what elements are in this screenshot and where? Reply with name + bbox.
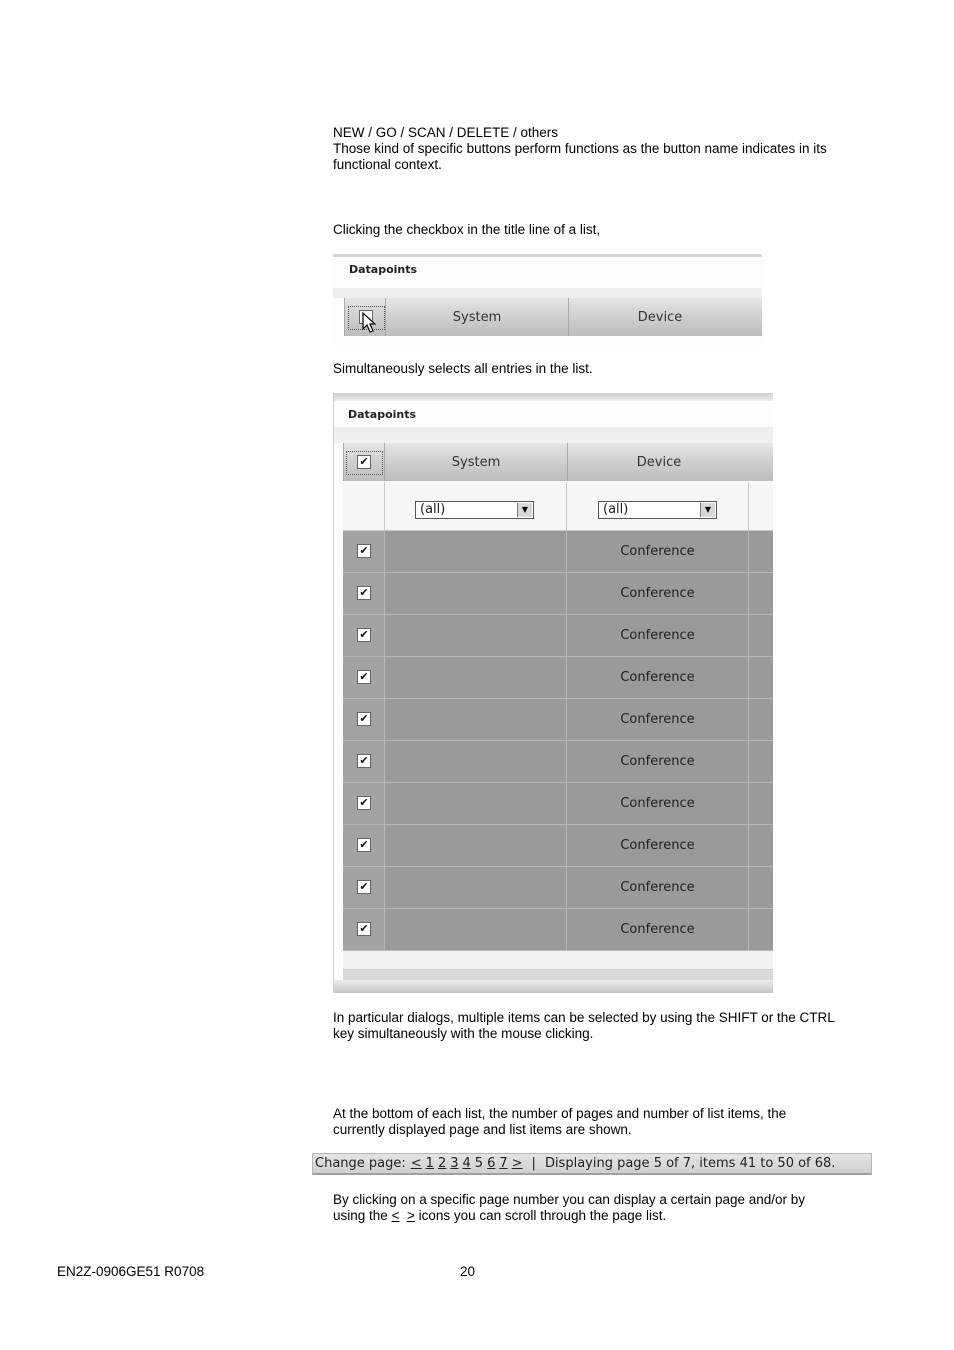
page-link-3[interactable]: 3	[450, 1156, 459, 1171]
table-row[interactable]	[343, 657, 773, 699]
buttons-description-line1: Those kind of specific buttons perform functions as the button name indicates in its	[333, 141, 827, 156]
device-cell: Conference	[620, 922, 695, 937]
paging-help-line2: using the < > icons you can scroll through the page list.	[333, 1208, 667, 1223]
table-row[interactable]	[343, 699, 773, 741]
column-header-system[interactable]: System	[384, 443, 568, 481]
pager-label: Change page:	[315, 1156, 406, 1171]
row-checkbox[interactable]: ✔	[357, 670, 371, 684]
table-row[interactable]	[343, 909, 773, 951]
row-checkbox[interactable]: ✔	[357, 838, 371, 852]
device-cell: Conference	[620, 796, 695, 811]
multi-select-line2: key simultaneously with the mouse clicking.	[333, 1026, 594, 1041]
device-cell: Conference	[620, 880, 695, 895]
page-link-6[interactable]: 6	[487, 1156, 496, 1171]
current-page: 5	[474, 1156, 484, 1171]
page-link-7[interactable]: 7	[499, 1156, 508, 1171]
page-link-2[interactable]: 2	[437, 1156, 447, 1171]
document-id: EN2Z-0906GE51 R0708	[57, 1264, 205, 1279]
select-all-header-cell[interactable]	[344, 298, 386, 336]
device-cell: Conference	[620, 544, 695, 559]
column-header-device[interactable]: Device	[567, 443, 773, 481]
column-header-system[interactable]: System	[385, 298, 569, 336]
buttons-description-line2: functional context.	[333, 157, 442, 172]
device-cell: Conference	[620, 754, 695, 769]
row-checkbox[interactable]: ✔	[357, 796, 371, 810]
device-filter-select[interactable]: (all) ▼	[598, 501, 717, 519]
select-all-header-cell[interactable]	[343, 443, 385, 481]
device-cell: Conference	[620, 838, 695, 853]
row-checkbox[interactable]: ✔	[357, 880, 371, 894]
select-all-checkbox[interactable]: ✔	[357, 455, 371, 469]
next-page-link[interactable]: >	[511, 1156, 523, 1171]
table-row[interactable]	[343, 867, 773, 909]
buttons-heading: NEW / GO / SCAN / DELETE / others	[333, 125, 559, 140]
previous-icon-reference: <	[391, 1208, 400, 1223]
row-checkbox[interactable]: ✔	[357, 712, 371, 726]
paging-intro-line2: currently displayed page and list items are shown.	[333, 1122, 632, 1137]
row-checkbox[interactable]: ✔	[357, 922, 371, 936]
system-filter-select[interactable]: (all) ▼	[415, 501, 534, 519]
next-icon-reference: >	[406, 1208, 415, 1223]
row-checkbox[interactable]: ✔	[357, 544, 371, 558]
previous-page-link[interactable]: <	[410, 1156, 422, 1171]
device-cell: Conference	[620, 712, 695, 727]
checkbox-caption: Clicking the checkbox in the title line of a list,	[333, 222, 601, 237]
pager-status: Displaying page 5 of 7, items 41 to 50 of 68.	[544, 1156, 836, 1171]
page-link-4[interactable]: 4	[462, 1156, 471, 1171]
datapoints-header-screenshot	[333, 254, 762, 346]
table-row[interactable]	[343, 615, 773, 657]
multi-select-line1: In particular dialogs, multiple items can be selected by using the SHIFT or the CTRL	[333, 1010, 835, 1025]
table-row[interactable]	[343, 783, 773, 825]
datapoints-list-screenshot	[333, 393, 773, 993]
pager-bar	[312, 1153, 872, 1175]
dropdown-arrow-icon: ▼	[517, 503, 532, 517]
device-cell: Conference	[620, 628, 695, 643]
dropdown-arrow-icon: ▼	[700, 503, 715, 517]
row-checkbox[interactable]: ✔	[357, 754, 371, 768]
device-cell: Conference	[620, 586, 695, 601]
page-link-1[interactable]: 1	[425, 1156, 434, 1171]
table-row[interactable]	[343, 741, 773, 783]
paging-help-line1: By clicking on a specific page number you can display a certain page and/or by	[333, 1192, 806, 1207]
column-header-device[interactable]: Device	[568, 298, 762, 336]
row-checkbox[interactable]: ✔	[357, 628, 371, 642]
table-row[interactable]	[343, 825, 773, 867]
panel-title: Datapoints	[349, 263, 418, 276]
filter-row	[343, 482, 773, 531]
panel-title: Datapoints	[348, 408, 417, 421]
select-all-caption: Simultaneously selects all entries in the list.	[333, 361, 593, 376]
row-checkbox[interactable]: ✔	[357, 586, 371, 600]
page-number: 20	[460, 1264, 476, 1279]
table-row[interactable]	[343, 573, 773, 615]
mouse-pointer-icon	[362, 312, 376, 334]
pager-separator: |	[531, 1156, 536, 1171]
table-row[interactable]	[343, 531, 773, 573]
device-cell: Conference	[620, 670, 695, 685]
paging-intro-line1: At the bottom of each list, the number of pages and number of list items, the	[333, 1106, 787, 1121]
